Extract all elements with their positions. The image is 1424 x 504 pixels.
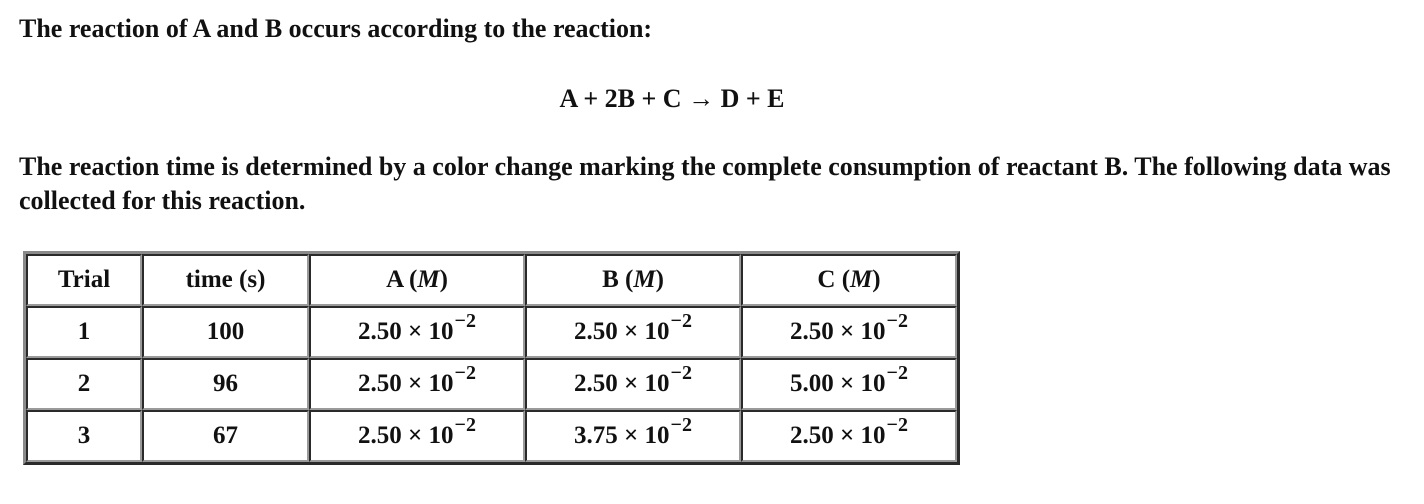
b-concentration-cell bbox=[525, 410, 741, 462]
header-c bbox=[741, 254, 957, 306]
c-exponent: −2 bbox=[886, 310, 908, 332]
table-row bbox=[26, 410, 957, 462]
a-mantissa: 2.50 × 10 bbox=[358, 422, 454, 449]
header-b bbox=[525, 254, 741, 306]
a-exponent: −2 bbox=[454, 362, 476, 384]
header-b-unit: M bbox=[633, 266, 656, 293]
header-c-label: C ( bbox=[817, 266, 851, 293]
c-mantissa: 5.00 × 10 bbox=[790, 370, 886, 397]
intro-text: The reaction of A and B occurs according to the reaction: bbox=[19, 14, 653, 43]
a-mantissa: 2.50 × 10 bbox=[358, 370, 454, 397]
time-cell: 67 bbox=[142, 410, 309, 462]
b-exponent: −2 bbox=[670, 414, 692, 436]
header-a bbox=[309, 254, 525, 306]
header-c-unit: M bbox=[850, 266, 873, 293]
a-exponent: −2 bbox=[454, 310, 476, 332]
b-concentration-cell bbox=[525, 358, 741, 410]
description-text: The reaction time is determined by a color change marking the complete consumption of reactant B. The following data was collected for this reaction. bbox=[19, 152, 1391, 215]
a-mantissa: 2.50 × 10 bbox=[358, 318, 454, 345]
trial-cell: 3 bbox=[26, 410, 142, 462]
a-concentration-cell bbox=[309, 306, 525, 358]
c-mantissa: 2.50 × 10 bbox=[790, 318, 886, 345]
data-table bbox=[23, 251, 960, 465]
header-time: time (s) bbox=[142, 254, 309, 306]
b-exponent: −2 bbox=[670, 362, 692, 384]
table-row bbox=[26, 358, 957, 410]
header-a-unit: M bbox=[417, 266, 440, 293]
c-exponent: −2 bbox=[886, 362, 908, 384]
a-concentration-cell bbox=[309, 410, 525, 462]
b-mantissa: 2.50 × 10 bbox=[574, 318, 670, 345]
reaction-equation: A + 2B + C → D + E bbox=[559, 84, 785, 113]
header-b-close: ) bbox=[655, 266, 664, 293]
time-cell: 96 bbox=[142, 358, 309, 410]
header-a-label: A ( bbox=[386, 266, 418, 293]
header-b-label: B ( bbox=[602, 266, 634, 293]
c-concentration-cell bbox=[741, 410, 957, 462]
b-exponent: −2 bbox=[670, 310, 692, 332]
c-exponent: −2 bbox=[886, 414, 908, 436]
b-mantissa: 3.75 × 10 bbox=[574, 422, 670, 449]
trial-cell: 1 bbox=[26, 306, 142, 358]
c-concentration-cell bbox=[741, 306, 957, 358]
c-concentration-cell bbox=[741, 358, 957, 410]
a-concentration-cell bbox=[309, 358, 525, 410]
header-a-close: ) bbox=[439, 266, 448, 293]
b-concentration-cell bbox=[525, 306, 741, 358]
c-mantissa: 2.50 × 10 bbox=[790, 422, 886, 449]
time-cell: 100 bbox=[142, 306, 309, 358]
trial-cell: 2 bbox=[26, 358, 142, 410]
table-row bbox=[26, 306, 957, 358]
header-c-close: ) bbox=[872, 266, 881, 293]
b-mantissa: 2.50 × 10 bbox=[574, 370, 670, 397]
a-exponent: −2 bbox=[454, 414, 476, 436]
table-header-row bbox=[26, 254, 957, 306]
header-trial: Trial bbox=[26, 254, 142, 306]
